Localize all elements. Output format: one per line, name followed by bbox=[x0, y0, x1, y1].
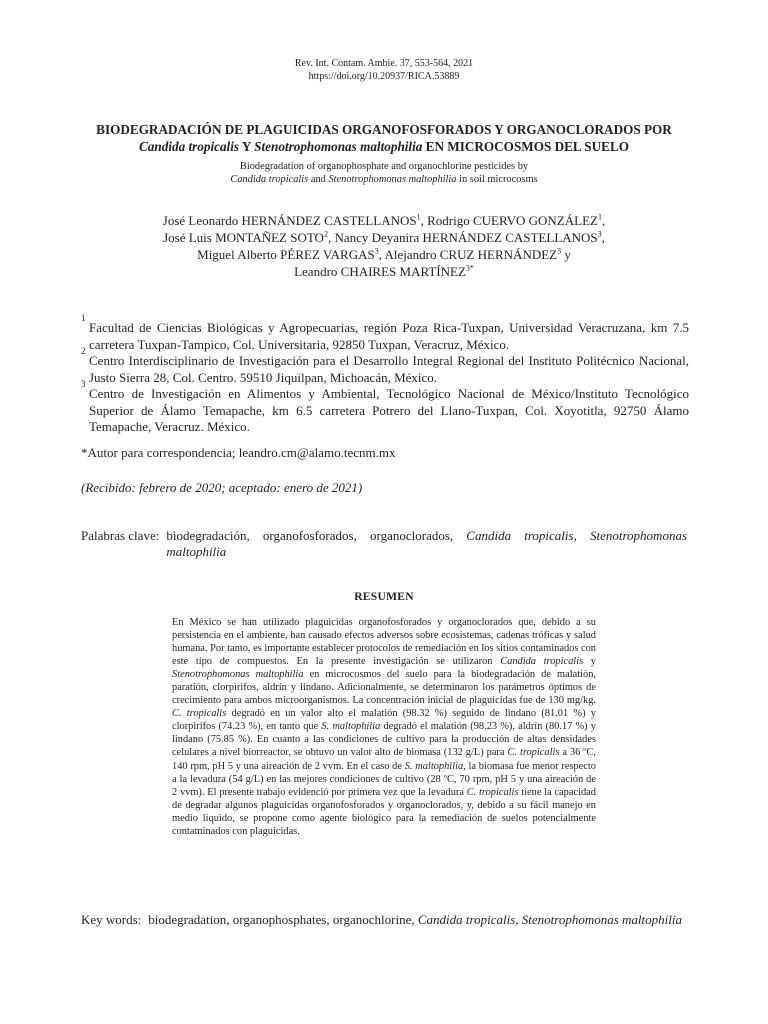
keywords-english-species-2: Stenotrophomonas maltophilia bbox=[521, 912, 682, 927]
author-name: Leandro CHAIRES MARTÍNEZ bbox=[294, 264, 466, 279]
abstract-species-name: Candida tropicalis bbox=[500, 656, 584, 668]
abstract-species-name: Stenotrophomonas maltophilia bbox=[172, 669, 304, 681]
journal-citation: Rev. Int. Contam. Ambie. 37, 553-564, 2021 bbox=[294, 58, 474, 69]
english-title bbox=[60, 160, 708, 186]
keywords-english bbox=[81, 912, 687, 928]
abstract-text: , la biomasa fue menor respecto a la levadura (54 g/L) en las mejores condiciones de cultivo (28 ºC, 70 rpm, pH 5 y una aireación de 2 vvm). El presente trabajo evidenció por primera vez que la levadura bbox=[172, 760, 596, 798]
author-affil-mark: 1 bbox=[416, 212, 421, 222]
english-title-line-2 bbox=[60, 173, 708, 186]
author-name: Miguel Alberto PÉREZ VARGAS bbox=[197, 247, 375, 262]
abstract-species-name: S. maltophilia bbox=[404, 760, 464, 772]
doi-link[interactable]: https://doi.org/10.20937/RICA.53889 bbox=[308, 71, 460, 82]
keywords-english-plain: biodegradation, organophosphates, organochlorine, bbox=[148, 912, 418, 927]
keywords-spanish-label: Palabras clave: bbox=[81, 528, 160, 543]
author-separator: y bbox=[561, 247, 571, 262]
abstract-body bbox=[172, 616, 596, 838]
author-affil-mark: 3 bbox=[374, 246, 379, 256]
author-name: Rodrigo CUERVO GONZÁLEZ bbox=[427, 213, 598, 228]
keywords-english-label: Key words: bbox=[81, 912, 142, 927]
author-separator: , bbox=[601, 230, 605, 245]
author-separator: , bbox=[327, 230, 335, 245]
affiliation-item: 2 Centro Interdisciplinario de Investigación para el Desarrollo Integral Regional del Instituto Politécnico Nacional, Justo Sierra 28, Col. Centro. 59510 Jiquilpan, Michoacán, México. bbox=[81, 346, 689, 385]
title-line-1: BIODEGRADACIÓN DE PLAGUICIDAS ORGANOFOSFORADOS Y ORGANOCLORADOS POR bbox=[96, 122, 672, 137]
abstract-species-name: C. tropicalis bbox=[507, 747, 560, 759]
affiliation-text: Centro de Investigación en Alimentos y Ambiental, Tecnológico Nacional de México/Instituto Tecnológico Superior de Álamo Temapache, km 6.5 carretera Potrero del Llano-Tuxpan, Col. Xoyotitla, 92750 Álamo Temapache, Veracruz. México. bbox=[89, 386, 689, 434]
title-species-1: Candida tropicalis bbox=[139, 139, 240, 154]
author-affil-mark: 3 bbox=[557, 246, 562, 256]
author-name: Nancy Deyanira HERNÁNDEZ CASTELLANOS bbox=[334, 230, 598, 245]
article-title bbox=[60, 121, 708, 155]
title-species-2: Stenotrophomonas maltophilia bbox=[254, 139, 423, 154]
author-name: José Leonardo HERNÁNDEZ CASTELLANOS bbox=[162, 213, 417, 228]
english-title-line-1: Biodegradation of organophosphate and organochlorine pesticides by bbox=[239, 161, 529, 172]
affiliation-text: Centro Interdisciplinario de Investigación para el Desarrollo Integral Regional del Instituto Politécnico Nacional, Justo Sierra 28, Col. Centro. 59510 Jiquilpan, Michoacán, México. bbox=[89, 353, 689, 385]
affiliations bbox=[81, 313, 689, 436]
keywords-spanish-body bbox=[166, 528, 687, 560]
received-accepted-dates: (Recibido: febrero de 2020; aceptado: enero de 2021) bbox=[81, 480, 363, 495]
abstract-text: en microcosmos del suelo para la biodegradación de malatión, paratión, clorpirifos, aldrín y lindano. Adicionalmente, se determinaron los parámetros óptimos de crecimiento para ambos microorganismos. La concentración inicial de plaguicidas fue de 130 mg/kg. bbox=[172, 669, 596, 707]
author-affil-mark: 3* bbox=[465, 263, 474, 273]
author-line-4 bbox=[60, 263, 708, 280]
abstract-species-name: S. maltophilia bbox=[321, 721, 381, 733]
keywords-spanish-species-2: Stenotrophomonas maltophilia bbox=[166, 528, 687, 559]
abstract-heading: RESUMEN bbox=[354, 591, 414, 603]
abstract-text: a 36 ºC, 140 rpm, pH 5 y una aireación de 2 vvm. En el caso de bbox=[172, 747, 597, 772]
author-affil-mark: 2 bbox=[323, 229, 328, 239]
title-line-2 bbox=[60, 138, 708, 155]
author-line-2 bbox=[60, 229, 708, 246]
english-title-species-1: Candida tropicalis bbox=[230, 174, 309, 185]
keywords-english-body bbox=[148, 912, 687, 928]
author-name: José Luis MONTAÑEZ SOTO bbox=[163, 230, 324, 245]
abstract-text: En México se han utilizado plaguicidas organofosforados y organoclorados que, debido a su persistencia en el ambiente, han causado efectos adversos sobre ecosistemas, cadenas tróficas y salud humana. Por tanto, es importante establecer protocolos de remediación en los sitios contaminados con este tipo de compuestos. En la presente investigación se utilizaron bbox=[172, 617, 596, 668]
abstract-species-name: C. tropicalis bbox=[466, 786, 519, 798]
english-title-rest: in soil microcosms bbox=[456, 174, 538, 185]
abstract-text: y bbox=[583, 656, 597, 668]
abstract-text: degradó el malatión (98.23 %), aldrín (80.17 %) y lindano (75.85 %). En cuanto a las condiciones de cultivo para la producción de altas densidades celulares a nivel biorreactor, se obtuvo un valor alto de biomasa (132 g/L) para bbox=[172, 721, 596, 759]
english-title-species-2: Stenotrophomonas maltophilia bbox=[328, 174, 457, 185]
author-affil-mark: 3 bbox=[597, 229, 602, 239]
affiliation-item: 1 Facultad de Ciencias Biológicas y Agropecuarias, región Poza Rica-Tuxpan, Universidad Veracruzana, km 7.5 carretera Tuxpan-Tampico, Col. Universitaria, 92850 Tuxpan, Veracruz, México. bbox=[81, 313, 689, 352]
author-separator: , bbox=[601, 213, 606, 228]
keywords-english-sep: , bbox=[515, 912, 522, 927]
keywords-spanish-species-1: Candida tropicalis bbox=[466, 528, 574, 543]
author-name: Alejandro CRUZ HERNÁNDEZ bbox=[384, 247, 558, 262]
affiliation-text: Facultad de Ciencias Biológicas y Agropecuarias, región Poza Rica-Tuxpan, Universidad Veracruzana, km 7.5 carretera Tuxpan-Tampico, Col. Universitaria, 92850 Tuxpan, Veracruz, México. bbox=[89, 320, 689, 352]
abstract-species-name: C. tropicalis bbox=[172, 708, 227, 720]
affiliation-item: 3 Centro de Investigación en Alimentos y Ambiental, Tecnológico Nacional de México/Instituto Tecnológico Superior de Álamo Temapache, km 6.5 carretera Potrero del Llano-Tuxpan, Col. Xoyotitla, 92750 Álamo Temapache, Veracruz. México. bbox=[81, 379, 689, 434]
keywords-english-species-1: Candida tropicalis bbox=[417, 912, 516, 927]
english-title-and: and bbox=[308, 174, 329, 185]
author-line-3 bbox=[60, 246, 708, 263]
keywords-spanish-plain: biodegradación, organofosforados, organoclorados, bbox=[166, 528, 467, 543]
abstract-text: degradó en un valor alto el malatión (98.32 %) seguido de lindano (81.01 %) y clorpirifos (74.23 %), en tanto que bbox=[172, 708, 596, 733]
abstract-text: tiene la capacidad de degradar algunos plaguicidas organofosforados y organoclorados, y, debido a su fácil manejo en medio líquido, se propone como agente biológico para la remediación de suelos potencialmente contaminados con plaguicidas. bbox=[172, 786, 596, 837]
author-affil-mark: 1 bbox=[597, 212, 602, 222]
author-line-1 bbox=[60, 212, 708, 229]
correspondence-note: *Autor para correspondencia; leandro.cm@alamo.tecnm.mx bbox=[81, 445, 396, 460]
title-and: Y bbox=[239, 139, 255, 154]
journal-header bbox=[0, 57, 768, 83]
title-rest: EN MICROCOSMOS DEL SUELO bbox=[422, 139, 629, 154]
author-separator: , bbox=[420, 213, 428, 228]
author-separator: , bbox=[378, 247, 385, 262]
author-list bbox=[60, 212, 708, 280]
keywords-spanish bbox=[81, 528, 687, 560]
keywords-spanish-sep: , bbox=[573, 528, 590, 543]
